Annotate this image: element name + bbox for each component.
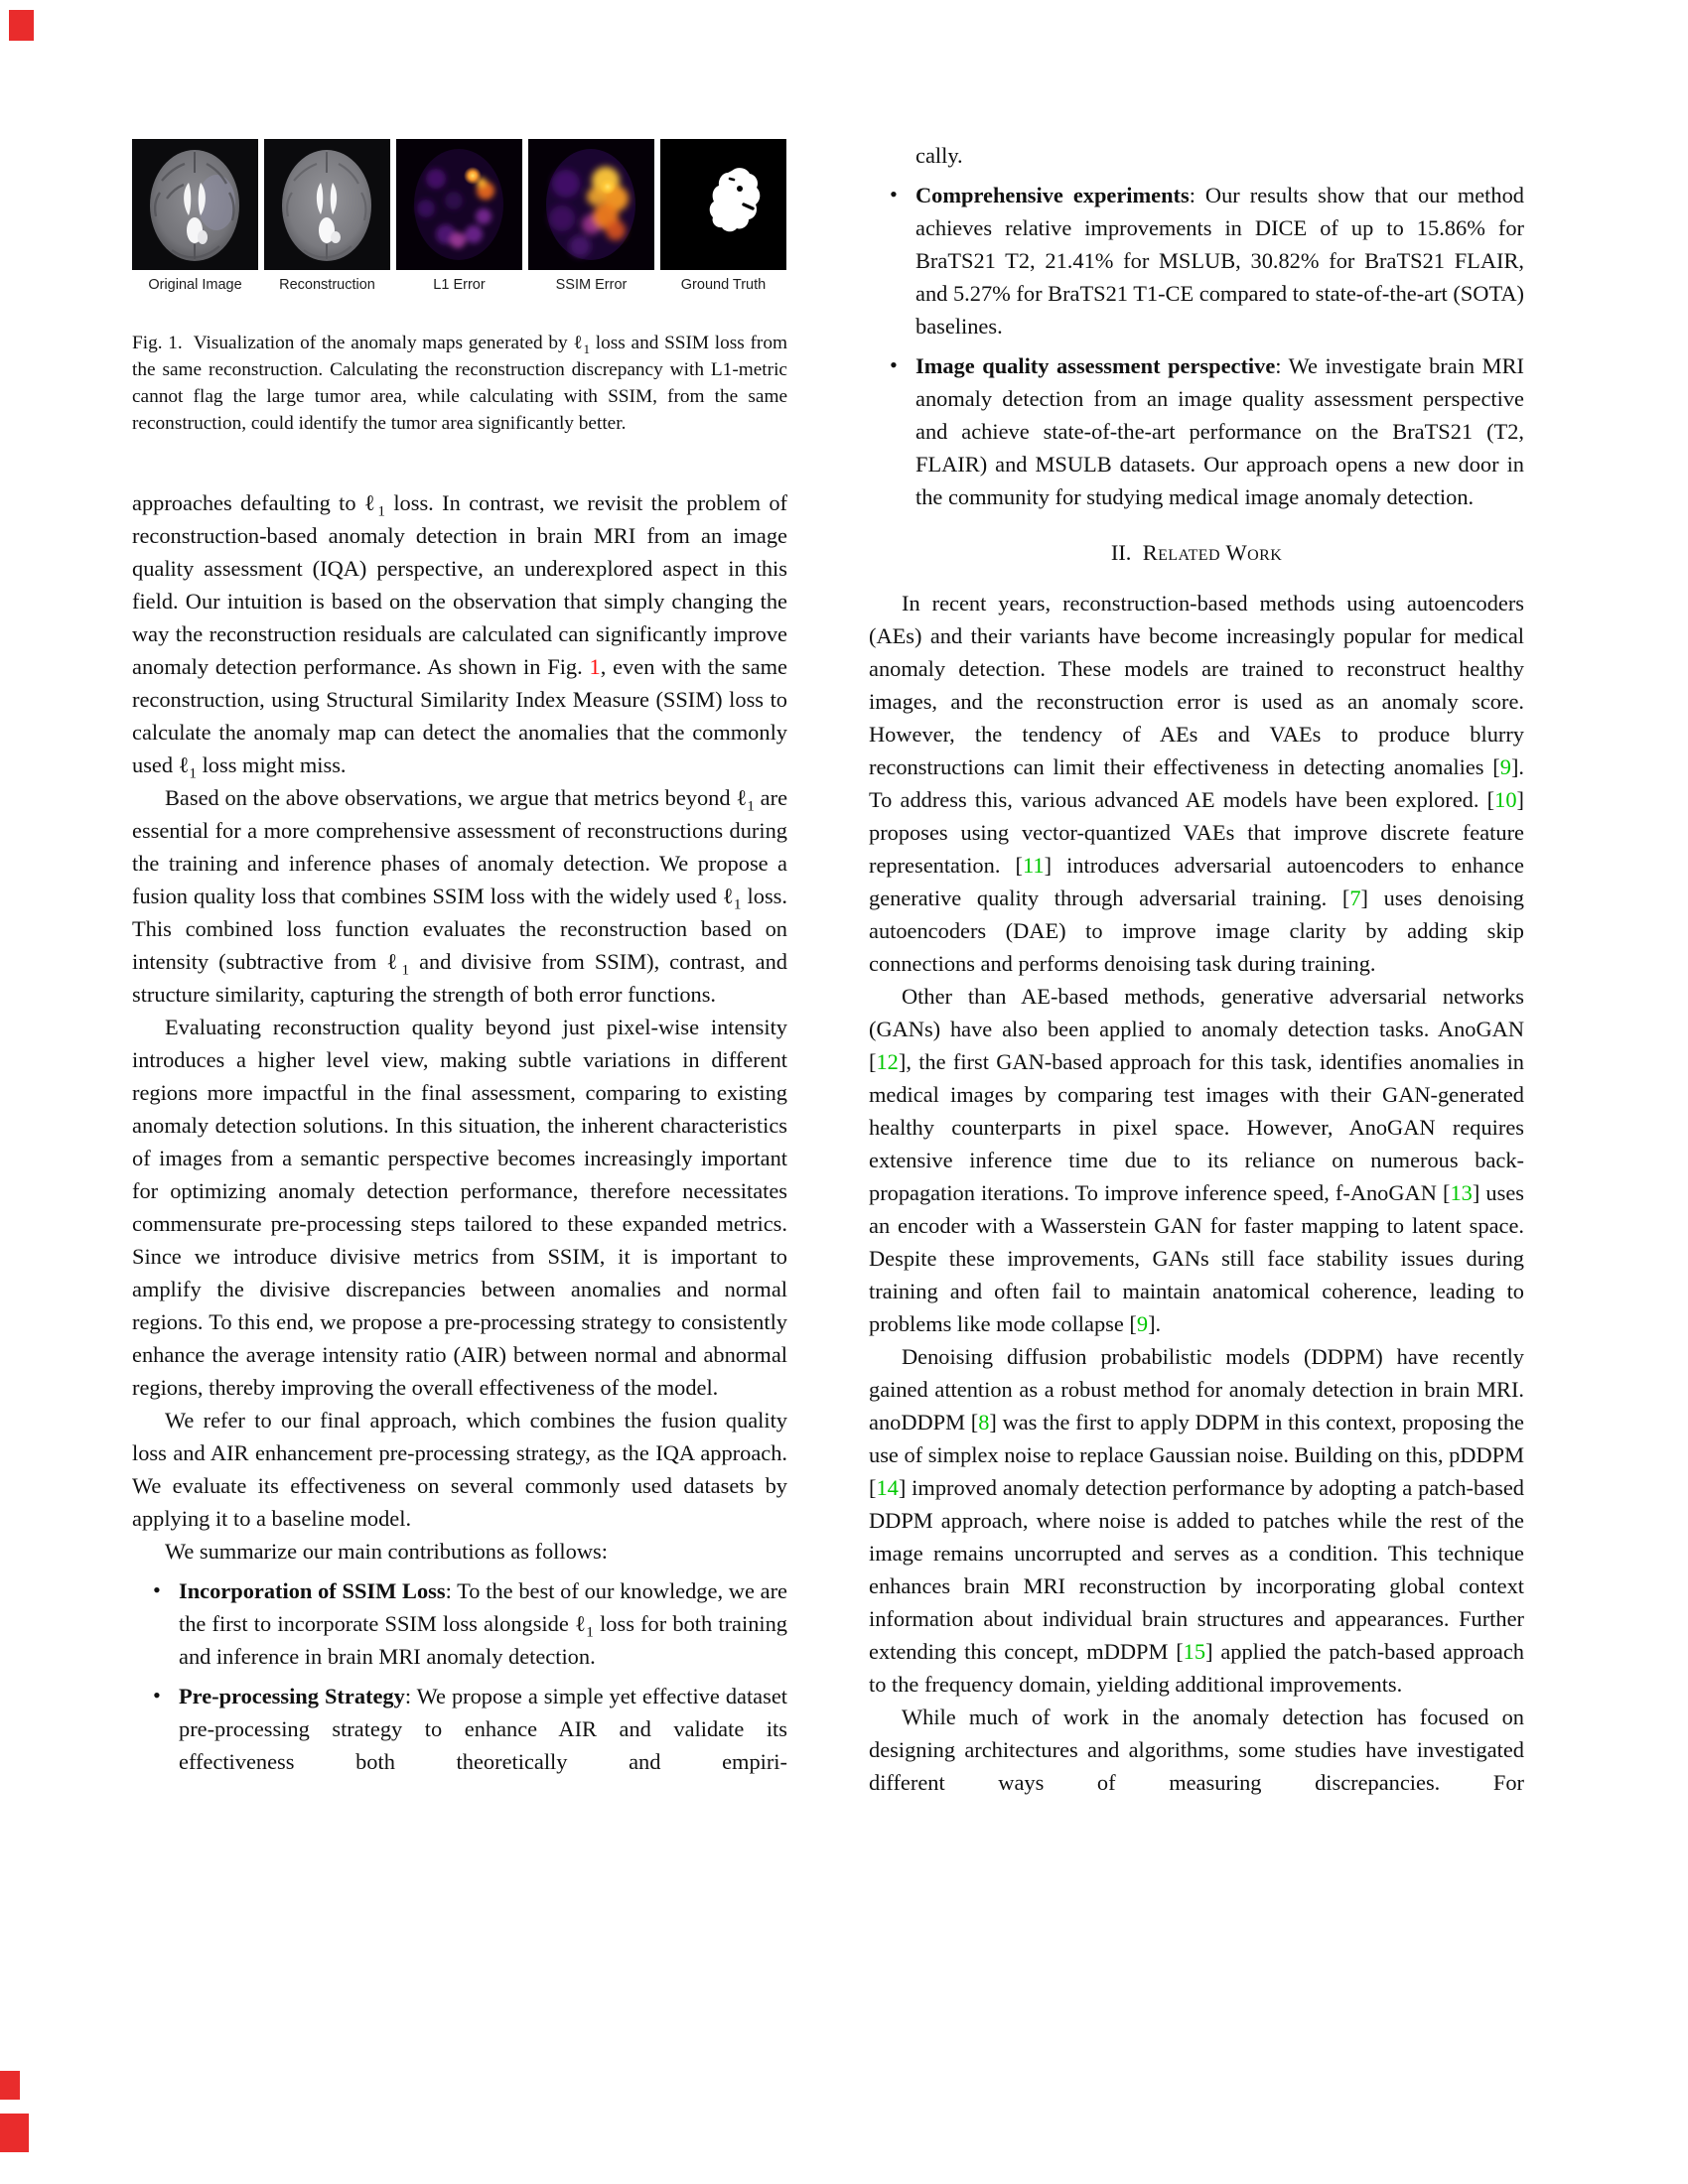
bullet-text: Pre-processing Strategy: We propose a simple yet effective dataset pre-processing strategy to enhance AIR and validate its effectiveness both theoretically and empiri- — [179, 1684, 787, 1774]
panel-label: Original Image — [148, 277, 242, 293]
paragraph: We refer to our final approach, which combines the fusion quality loss and AIR enhancement pre-processing strategy, as the IQA approach. We evaluate its effectiveness on several commonly used datasets by applying it to a baseline model. — [132, 1408, 787, 1531]
bullet-text: Image quality assessment perspective: We investigate brain MRI anomaly detection from an image quality assessment perspective and achieve state-of-the-art performance on the BraTS21 (T2, FLAIR) and MSULB datasets. Our approach opens a new door in the community for studying medical image anomaly detection. — [915, 353, 1524, 509]
left-column-text — [132, 486, 787, 1778]
bold-run-in-label: Incorporation of SSIM Loss — [179, 1578, 446, 1603]
mri-original-image — [132, 139, 258, 270]
ell-1-symbol: ℓ$_1$ — [722, 884, 742, 913]
figure-reference-link[interactable]: 1 — [589, 654, 601, 679]
figure-panel-l1-error — [396, 139, 522, 294]
citation-link[interactable]: 12 — [876, 1049, 899, 1074]
l1-error-map-image — [396, 139, 522, 270]
ssim-error-map-image — [528, 139, 654, 270]
ell-1-symbol: ℓ$_1$ — [363, 490, 385, 520]
figure-panel-reconstruction — [264, 139, 390, 294]
ell-1-symbol: ℓ$_1$ — [573, 333, 591, 356]
citation-link[interactable]: 10 — [1494, 787, 1517, 812]
bullet-icon: • — [890, 182, 898, 206]
ell-1-symbol: ℓ$_1$ — [178, 752, 197, 782]
citation-link[interactable]: 9 — [1499, 754, 1511, 779]
bullet-icon: • — [153, 1577, 161, 1602]
bullet-icon: • — [153, 1683, 161, 1707]
section-number: II. — [1110, 540, 1132, 565]
bullet-text: Incorporation of SSIM Loss: To the best of our knowledge, we are the first to incorporate SSIM loss alongside ℓ$_1$ loss for both training and inference in brain MRI anomaly detection. — [179, 1578, 787, 1669]
citation-link[interactable]: 9 — [1136, 1311, 1149, 1336]
citation-link[interactable]: 7 — [1349, 886, 1361, 910]
bold-run-in-label: Pre-processing Strategy — [179, 1684, 405, 1708]
figure-panel-original — [132, 139, 258, 294]
bullet-item — [869, 349, 1524, 513]
right-column-bottom-text — [869, 587, 1524, 1799]
right-column-top-text — [869, 139, 1524, 513]
citation-link[interactable]: 15 — [1183, 1639, 1206, 1664]
panel-label: SSIM Error — [555, 277, 628, 293]
bullet-text: Comprehensive experiments: Our results show that our method achieves relative improvements in DICE of up to 15.86% for BraTS21 T2, 21.41% for MSLUB, 30.82% for BraTS21 FLAIR, and 5.27% for BraTS21 T1-CE compared to state-of-the-art (SOTA) baselines. — [915, 183, 1524, 339]
red-corner-marker — [0, 2071, 20, 2100]
paragraph: Based on the above observations, we argue that metrics beyond ℓ$_1$ are essential for a more comprehensive assessment of reconstructions during the training and inference phases of anomaly detection. We propose a fusion quality loss that combines SSIM loss with the widely used ℓ$_1$ loss. This combined loss function evaluates the reconstruction based on intensity (subtractive from ℓ$_1$ and divisive from SSIM), contrast, and structure similarity, capturing the strength of both error functions. — [132, 785, 788, 1007]
red-corner-marker — [9, 10, 34, 41]
ell-1-symbol: ℓ$_1$ — [386, 949, 410, 979]
paragraph: Evaluating reconstruction quality beyond just pixel-wise intensity introduces a higher level view, making subtle variations in different regions more impactful in the final assessment, comparing to existing anomaly detection solutions. In this situation, the inherent characteristics of images from a semantic perspective becomes increasingly important for optimizing anomaly detection performance, therefore necessitates commensurate pre-processing steps tailored to these expanded metrics. Since we introduce divisive metrics from SSIM, it is important to amplify the divisive discrepancies between anomalies and normal regions. To this end, we propose a pre-processing strategy to consistently enhance the average intensity ratio (AIR) between normal and abnormal regions, thereby improving the overall effectiveness of the model. — [132, 1015, 787, 1400]
paragraph: Denoising diffusion probabilistic models (DDPM) have recently gained attention as a robust method for anomaly detection in brain MRI. anoDDPM [8] was the first to apply DDPM in this context, proposing the use of simplex noise to replace Gaussian noise. Building on this, pDDPM [14] improved anomaly detection performance by adopting a patch-based DDPM approach, where noise is added to patches while the rest of the image remains uncorrupted and serves as a condition. This technique enhances brain MRI reconstruction by incorporating global context information about individual brain structures and appearances. Further extending this concept, mDDPM [15] applied the patch-based approach to the frequency domain, yielding additional improvements. — [869, 1344, 1524, 1697]
mri-reconstruction-image — [264, 139, 390, 270]
left-column — [132, 139, 787, 1778]
paragraph: While much of work in the anomaly detection has focused on designing architectures and algorithms, some studies have investigated different ways of measuring discrepancies. For — [869, 1705, 1524, 1795]
bullet-item — [132, 1574, 787, 1673]
paragraph: Other than AE-based methods, generative adversarial networks (GANs) have also been applied to anomaly detection tasks. AnoGAN [12], the first GAN-based approach for this task, identifies anomalies in medical images by comparing test images with their GAN-generated healthy counterparts in pixel space. However, AnoGAN requires extensive inference time due to its reliance on numerous back-propagation iterations. To improve inference speed, f-AnoGAN [13] uses an encoder with a Wasserstein GAN for faster mapping to latent space. Despite these improvements, GANs still face stability issues during training and often fail to maintain anatomical coherence, leading to problems like mode collapse [9]. — [869, 984, 1524, 1336]
section-title: Related Work — [1142, 540, 1283, 565]
figure-caption: Fig. 1. Visualization of the anomaly maps generated by ℓ$_1$ loss and SSIM loss from the same reconstruction. Calculating the reconstruction discrepancy with L1-metric cannot flag the large tumor area, while calculating with SSIM, from the same reconstruction, could identify the tumor area significantly better. — [132, 333, 787, 434]
citation-link[interactable]: 14 — [876, 1475, 899, 1500]
section-heading-related-work — [869, 540, 1524, 566]
figure-1 — [132, 139, 787, 437]
figure-panels — [132, 139, 787, 294]
paragraph: In recent years, reconstruction-based methods using autoencoders (AEs) and their variants have become increasingly popular for medical anomaly detection. These models are trained to reconstruct healthy images, and the reconstruction error is used as an anomaly score. However, the tendency of AEs and VAEs to produce blurry reconstructions can limit their effectiveness in detecting anomalies [9]. To address this, various advanced AE models have been explored. [10] proposes using vector-quantized VAEs that improve discrete feature representation. [11] introduces adversarial autoencoders to enhance generative quality through adversarial training. [7] uses denoising autoencoders (DAE) to improve image clarity by adding skip connections and performs denoising task during training. — [869, 591, 1524, 976]
panel-label: Ground Truth — [680, 277, 767, 293]
bullet-item — [869, 179, 1524, 342]
bold-run-in-label: Comprehensive experiments — [915, 183, 1190, 207]
paragraph: cally. — [915, 143, 963, 168]
figure-panel-ssim-error — [528, 139, 654, 294]
bold-run-in-label: Image quality assessment perspective — [915, 353, 1276, 378]
ground-truth-mask-image — [660, 139, 786, 270]
ell-1-symbol: ℓ$_1$ — [574, 1611, 594, 1641]
paragraph: approaches defaulting to ℓ$_1$ loss. In contrast, we revisit the problem of reconstruction-based anomaly detection in brain MRI from an image quality assessment (IQA) perspective, an underexplored aspect in this field. Our intuition is based on the observation that simply changing the way the reconstruction residuals are calculated can significantly improve anomaly detection performance. As shown in Fig. 1, even with the same reconstruction, using Structural Similarity Index Measure (SSIM) loss to calculate the anomaly map can detect the anomalies that the commonly used ℓ$_1$ loss might miss. — [132, 490, 787, 782]
figure-panel-ground-truth — [660, 139, 786, 294]
right-column — [869, 139, 1524, 1799]
citation-link[interactable]: 8 — [978, 1410, 990, 1434]
citation-link[interactable]: 11 — [1023, 853, 1045, 878]
panel-label: L1 Error — [433, 277, 486, 293]
bullet-item — [132, 1680, 787, 1778]
panel-label: Reconstruction — [279, 277, 375, 293]
red-corner-marker — [0, 2114, 29, 2152]
citation-link[interactable]: 13 — [1450, 1180, 1473, 1205]
ell-1-symbol: ℓ$_1$ — [736, 785, 755, 815]
paragraph: We summarize our main contributions as follows: — [165, 1539, 608, 1564]
bullet-icon: • — [890, 352, 898, 377]
